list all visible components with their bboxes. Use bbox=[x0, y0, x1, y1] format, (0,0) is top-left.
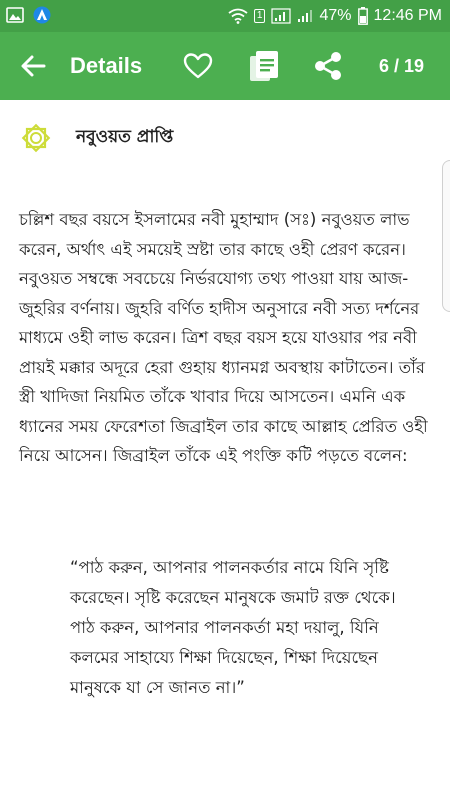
scroll-handle[interactable] bbox=[442, 160, 450, 312]
status-indicators bbox=[228, 0, 442, 32]
toolbar-title: Details bbox=[70, 53, 143, 78]
chapter-title: নবুওয়ত প্রাপ্তি bbox=[76, 127, 174, 147]
heart-outline-icon bbox=[182, 50, 214, 82]
cell-signal-icon bbox=[297, 8, 313, 24]
arrow-back-icon bbox=[18, 52, 48, 80]
body-paragraph: চল্লিশ বছর বয়সে ইসলামের নবী মুহাম্মাদ (সঃ) নবুওয়ত লাভ করেন, অর্থাৎ এই সময়েই স্রষ্টা তার কাছে ওহী প্রেরণ করেন। নবুওয়ত সম্বন্ধে সবচেয়ে নির্ভরযোগ্য তথ্য পাওয়া যায় আজ-জুহরির বর্ণনায়। জুহরি বর্ণিত হাদীস অনুসারে নবী সত্য দর্শনের মাধ্যমে ওহী লাভ করেন। ত্রিশ বছর বয়স হয়ে যাওয়ার পর নবী প্রায়ই মক্কার অদূরে হেরা গুহায় ধ্যানমগ্ন অবস্থায় কাটাতেন। তাঁর স্ত্রী খাদিজা নিয়মিত তাঁকে খাবার দিয়ে আসতেন। এমনি এক ধ্যানের সময় ফেরেশতা জিব্রাইল তার কাছে আল্লাহ প্রেরিত ওহী নিয়ে আসেন। জিব্রাইল তাঁকে এই পংক্তি কটি পড়তে বলেন: bbox=[19, 210, 428, 465]
app-toolbar bbox=[0, 32, 450, 100]
gallery-icon bbox=[6, 7, 24, 23]
copy-button[interactable] bbox=[248, 50, 280, 82]
app-notification-icon bbox=[32, 6, 52, 24]
battery-percent: 47% bbox=[319, 7, 352, 24]
chapter-header bbox=[0, 112, 450, 162]
status-bar bbox=[0, 0, 450, 32]
share-icon bbox=[312, 50, 344, 82]
back-button[interactable] bbox=[18, 52, 48, 80]
page-indicator: 6 / 19 bbox=[378, 56, 424, 76]
wifi-icon bbox=[228, 8, 248, 24]
signal-icon bbox=[271, 8, 291, 24]
islamic-star-icon bbox=[20, 122, 52, 154]
share-button[interactable] bbox=[312, 50, 344, 82]
battery-icon bbox=[358, 7, 368, 25]
document-icon bbox=[248, 50, 280, 82]
sim-badge: 1 bbox=[254, 9, 266, 23]
quote-paragraph: “পাঠ করুন, আপনার পালনকর্তার নামে যিনি সৃষ্টি করেছেন। সৃষ্টি করেছেন মানুষকে জমাট রক্ত থেকে। পাঠ করুন, আপনার পালনকর্তা মহা দয়ালু, যিনি কলমের সাহায্যে শিক্ষা দিয়েছেন, শিক্ষা দিয়েছেন মানুষকে যা সে জানত না।” bbox=[70, 558, 396, 697]
clock: 12:46 PM bbox=[373, 7, 442, 24]
favorite-button[interactable] bbox=[182, 50, 214, 82]
notification-icons bbox=[6, 6, 52, 24]
